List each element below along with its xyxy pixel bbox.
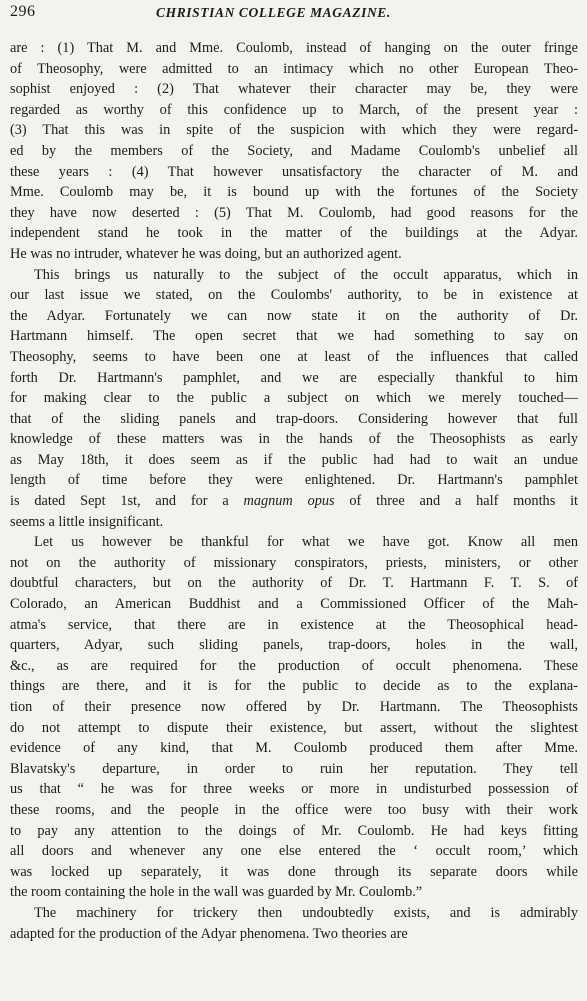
- text-line: was locked up separately, it was done through its separate doors while: [10, 863, 578, 880]
- text-line: This brings us naturally to the subject of the occult apparatus, which in: [34, 266, 578, 283]
- text-line: doubtful characters, but on the authority of Dr. T. Hartmann F. T. S. of: [10, 575, 578, 592]
- text-line: these rooms, and the people in the office were too busy with their work: [10, 801, 578, 818]
- paragraph: [10, 38, 578, 265]
- text-line: the room containing the hole in the wall was guarded by Mr. Coulomb.”: [10, 884, 423, 901]
- text-line: things are there, and it is for the public to decide as to the explana-: [10, 678, 578, 695]
- text-line: &c., as are required for the production of occult phenomena. These: [10, 657, 578, 674]
- text-line: is dated Sept 1st, and for a magnum opus of three and a half months it: [10, 493, 579, 510]
- text-line: the Adyar. Fortunately we can now state it on the authority of Dr.: [10, 307, 578, 324]
- text-line: independent stand he took in the matter of the buildings at the Adyar.: [10, 225, 578, 242]
- text-line: adapted for the production of the Adyar phenomena. Two theories are: [10, 925, 408, 942]
- text-line: forth Dr. Hartmann's pamphlet, and we are especially thankful to him: [10, 369, 578, 386]
- page-header: [6, 0, 580, 30]
- text-line: atma's service, that there are in existence at the Theosophical head-: [10, 616, 578, 633]
- text-line: Let us however be thankful for what we have got. Know all men: [34, 534, 578, 551]
- text-line: do not attempt to dispute their existence, but assert, without the slightest: [10, 719, 578, 736]
- text-line: knowledge of these matters was in the hands of the Theosophists as early: [10, 431, 578, 448]
- paragraph: [10, 903, 578, 944]
- text-line: quarters, Adyar, such sliding panels, trap-doors, holes in the wall,: [10, 637, 578, 654]
- text-line: all doors and whenever any one else entered the ‘ occult room,’ which: [10, 843, 578, 860]
- text-line: are : (1) That M. and Mme. Coulomb, instead of hanging on the outer fringe: [10, 40, 578, 56]
- text-line: not on the authority of missionary conspirators, priests, ministers, or other: [10, 554, 578, 571]
- text-line: sophist enjoyed : (2) That whatever their character may be, they were: [10, 81, 578, 98]
- text-line: for making clear to the public a subject on which we merely touched—: [10, 390, 578, 407]
- text-line: these years : (4) That however unsatisfactory the character of M. and: [10, 163, 578, 180]
- text-line: they have now deserted : (5) That M. Coulomb, had good reasons for the: [10, 204, 578, 221]
- text-line: He was no intruder, whatever he was doing, but an authorized agent.: [10, 245, 402, 262]
- text-line: evidence of any kind, that M. Coulomb produced them after Mme.: [10, 740, 578, 757]
- text-line: Blavatsky's departure, in order to ruin her reputation. They tell: [10, 760, 578, 777]
- paragraph: [10, 265, 578, 533]
- text-line: seems a little insignificant.: [10, 513, 164, 530]
- text-line: as May 18th, it does seem as if the public had had to wait an undue: [10, 451, 578, 468]
- paragraph: [10, 532, 578, 903]
- text-line: Theosophy, seems to have been one at least of the influences that called: [10, 348, 578, 365]
- text-line: Mme. Coulomb may be, it is bound up with the fortunes of the Society: [10, 184, 578, 201]
- text-line: length of time before they were enlightened. Dr. Hartmann's pamphlet: [10, 472, 578, 489]
- text-line: our last issue we stated, on the Coulombs' authority, to be in existence at: [10, 287, 578, 304]
- text-line: tion of their presence now offered by Dr. Hartmann. The Theosophists: [10, 699, 578, 715]
- magazine-page: [6, 0, 580, 1001]
- text-line: of Theosophy, were admitted to an intimacy which no other European Theo-: [10, 60, 578, 77]
- text-line: (3) That this was in spite of the suspicion with which they were regard-: [10, 122, 578, 139]
- text-line: to pay any attention to the doings of Mr. Coulomb. He had keys fitting: [10, 822, 578, 839]
- article-body: [10, 38, 578, 944]
- page-number: 296: [10, 3, 36, 20]
- text-line: Hartmann himself. The open secret that we had something to say on: [10, 328, 578, 345]
- running-head: CHRISTIAN COLLEGE MAGAZINE.: [156, 5, 391, 20]
- text-line: us that “ he was for three weeks or more in undisturbed possession of: [10, 781, 578, 798]
- text-line: regarded as worthy of this confidence up to March, of the present year :: [10, 101, 578, 118]
- text-line: that of the sliding panels and trap-doors. Considering however that full: [10, 410, 578, 427]
- text-line: ed by the members of the Society, and Madame Coulomb's unbelief all: [10, 142, 578, 159]
- text-line: The machinery for trickery then undoubtedly exists, and is admirably: [34, 904, 578, 921]
- text-line: Colorado, an American Buddhist and a Commissioned Officer of the Mah-: [10, 596, 578, 613]
